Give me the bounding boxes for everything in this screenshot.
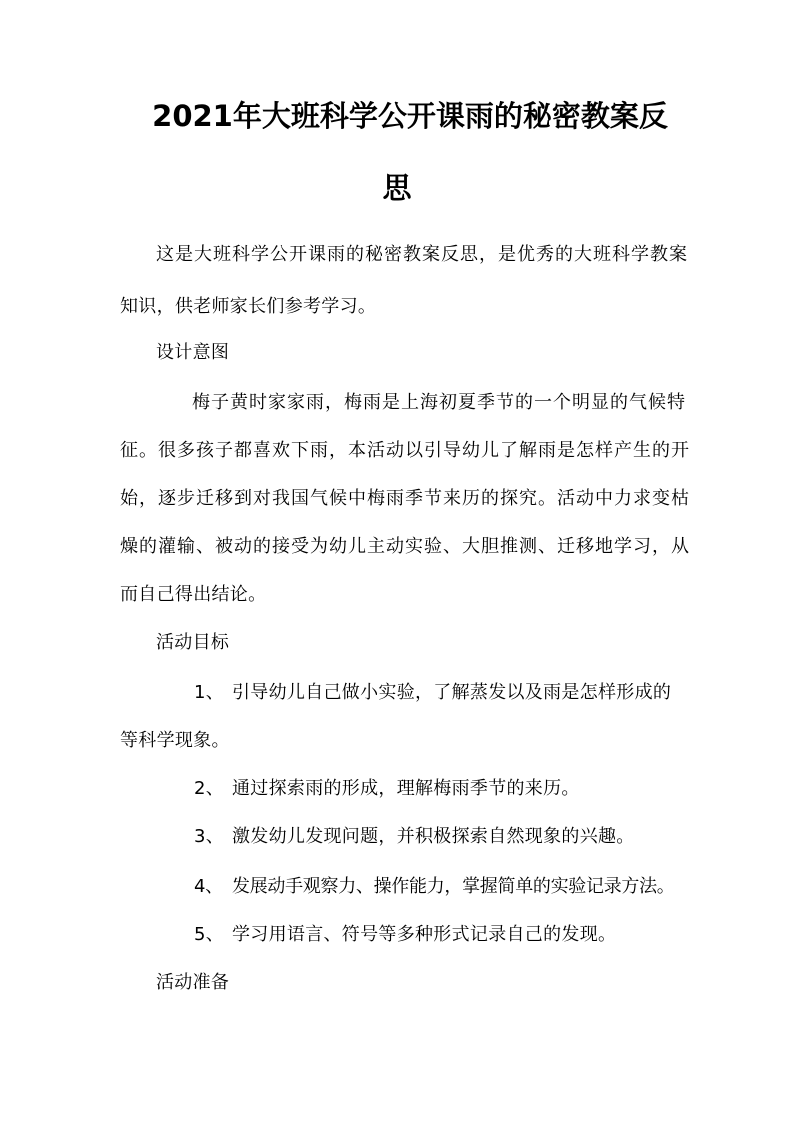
goal-number: 5、 [194,924,225,945]
goal-item-1 [194,680,671,706]
goal-text: 引导幼儿自己做小实验，了解蒸发以及雨是怎样形成的 [232,682,672,703]
design-line-3: 始，逐步迁移到对我国气候中梅雨季节来历的探究。活动中力求变枯 [120,488,690,509]
section-heading-goals: 活动目标 [156,632,230,653]
design-line-1: 梅子黄时家家雨，梅雨是上海初夏季节的一个明显的气候特 [192,392,686,413]
design-line-4: 燥的灌输、被动的接受为幼儿主动实验、大胆推测、迁移地学习，从 [120,536,690,557]
goal-item-5 [194,922,616,948]
goal-text: 通过探索雨的形成，理解梅雨季节的来历。 [232,778,580,799]
goal-text: 激发幼儿发现问题，并积极探索自然现象的兴趣。 [232,826,635,847]
document-title-line-1: 2021年大班科学公开课雨的秘密教案反 [152,99,668,133]
intro-line-1: 这是大班科学公开课雨的秘密教案反思，是优秀的大班科学教案 [156,244,688,265]
goal-number: 4、 [194,876,223,897]
section-heading-preparation: 活动准备 [156,972,230,993]
intro-line-2: 知识，供老师家长们参考学习。 [120,296,377,317]
goal-number: 1、 [194,682,225,703]
goal-number: 3、 [194,826,225,847]
goal-text: 学习用语言、符号等多种形式记录自己的发现。 [232,924,617,945]
goal-item-3 [194,824,635,850]
design-line-2: 征。很多孩子都喜欢下雨，本活动以引导幼儿了解雨是怎样产生的开 [120,440,690,461]
design-line-5: 而自己得出结论。 [120,584,267,605]
goal-text: 发展动手观察力、操作能力，掌握简单的实验记录方法。 [232,876,675,897]
goal-item-4 [194,874,675,900]
document-title-line-2: 思 [382,171,412,205]
section-heading-design: 设计意图 [156,342,230,363]
goal-item-2 [194,776,580,802]
goal-number: 2、 [194,778,225,799]
goal-item-1-continued: 等科学现象。 [120,730,230,751]
